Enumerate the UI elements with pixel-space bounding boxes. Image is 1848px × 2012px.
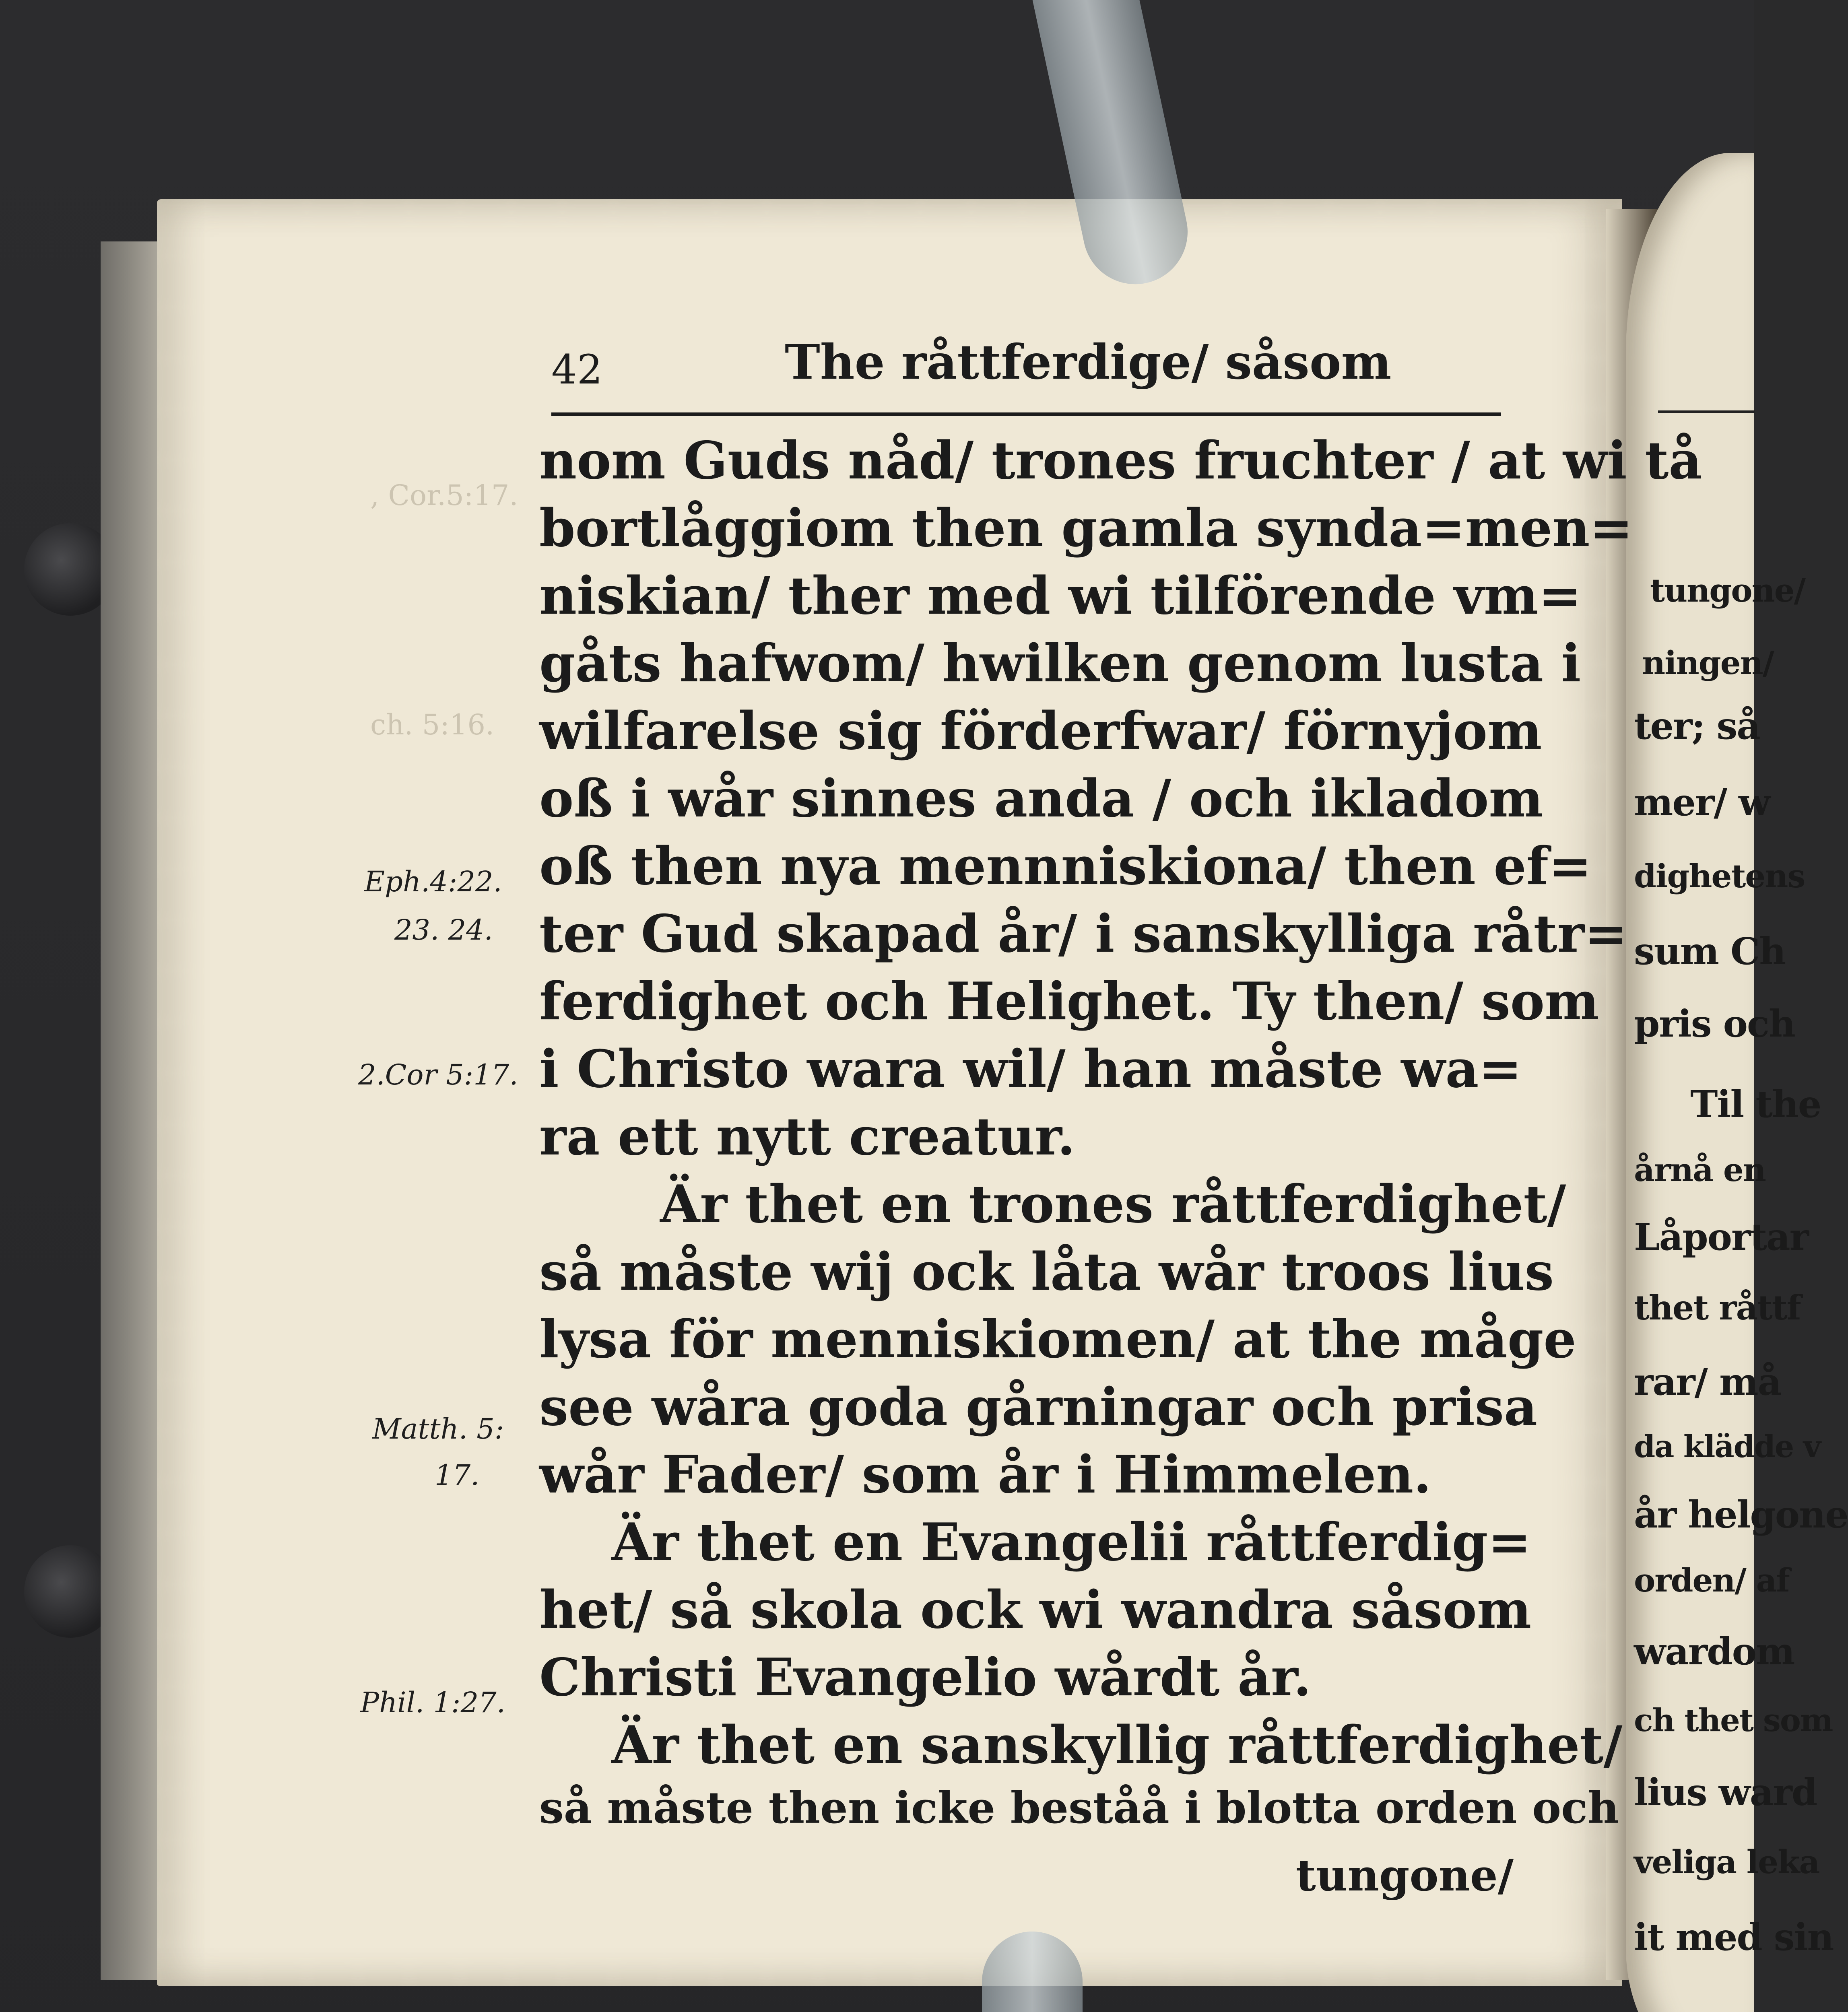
facing-line: tungone/: [1650, 571, 1805, 609]
text-line: niskian/ ther med wi tilförende vm=: [539, 566, 1582, 626]
text-line: wår Fader/ som år i Himmelen.: [539, 1445, 1431, 1505]
facing-line: Til the: [1690, 1082, 1821, 1126]
text-line: Är thet en trones råttferdighet/: [660, 1174, 1566, 1235]
facing-line: dighetens: [1634, 857, 1805, 895]
text-line: bortlåggiom then gamla synda=men=: [539, 498, 1633, 559]
facing-line: thet råttf: [1634, 1288, 1801, 1328]
margin-reference: Matth. 5:: [372, 1412, 504, 1445]
margin-reference: 23. 24.: [394, 913, 493, 946]
show-through-text: ch. 5:16.: [370, 708, 495, 741]
text-line: i Christo wara wil/ han måste wa=: [539, 1039, 1522, 1099]
running-head-title: The råttferdige/ såsom: [785, 334, 1392, 390]
facing-line: ch thet som: [1634, 1702, 1833, 1739]
text-line: så måste then icke beståå i blotta orden och: [539, 1783, 1619, 1833]
text-line: ra ett nytt creatur.: [539, 1107, 1075, 1167]
facing-page-rule: [1658, 410, 1755, 413]
facing-line: Låportar: [1634, 1215, 1809, 1259]
facing-line: orden/ af: [1634, 1561, 1789, 1599]
text-line: Är thet en sanskyllig råttferdighet/: [612, 1715, 1623, 1775]
facing-line: da klädde v: [1634, 1429, 1820, 1464]
margin-reference: Phil. 1:27.: [360, 1686, 505, 1719]
facing-line: lius ward: [1634, 1771, 1817, 1814]
text-line: ferdighet och Helighet. Ty then/ som: [539, 971, 1599, 1032]
page-number: 42: [551, 346, 603, 393]
margin-reference: 2.Cor 5:17.: [358, 1058, 518, 1091]
facing-line: wardom: [1634, 1630, 1794, 1673]
text-line: see wåra goda gårningar och prisa: [539, 1377, 1537, 1437]
facing-line: år helgone: [1634, 1493, 1848, 1536]
text-line: Christi Evangelio wårdt år.: [539, 1647, 1312, 1708]
text-line: oß i wår sinnes anda / och ikladom: [539, 769, 1543, 829]
facing-line: sum Ch: [1634, 930, 1786, 973]
text-line: ter Gud skapad år/ i sanskylliga råtr=: [539, 904, 1628, 964]
facing-line: rar/ må: [1634, 1360, 1781, 1404]
text-line: wilfarelse sig förderfwar/ förnyjom: [539, 701, 1542, 761]
text-line: Är thet en Evangelii råttferdig=: [612, 1512, 1531, 1573]
margin-reference: Eph.4:22.: [364, 865, 502, 898]
text-line: nom Guds nåd/ trones fruchter / at wi tå: [539, 431, 1702, 491]
facing-line: it med sin: [1634, 1915, 1834, 1959]
facing-line: pris och: [1634, 1002, 1795, 1045]
facing-line: mer/ w: [1634, 781, 1770, 824]
text-line: så måste wij ock låta wår troos lius: [539, 1242, 1554, 1302]
margin-reference: 17.: [435, 1459, 480, 1492]
text-line: gåts hafwom/ hwilken genom lusta i: [539, 633, 1581, 694]
text-line: lysa för menniskiomen/ at the måge: [539, 1309, 1576, 1370]
text-line: het/ så skola ock wi wandra såsom: [539, 1580, 1532, 1640]
head-rule: [551, 412, 1501, 416]
show-through-text: , Cor.5:17.: [370, 479, 518, 512]
facing-line: veliga leka: [1634, 1843, 1819, 1881]
running-head: [551, 334, 1509, 398]
facing-line: ningen/: [1642, 644, 1774, 682]
facing-line: ter; så: [1634, 704, 1760, 748]
text-line: oß then nya mennniskiona/ then ef=: [539, 836, 1592, 897]
text-line: tungone/: [1296, 1850, 1514, 1901]
facing-line: årnå en: [1634, 1151, 1766, 1189]
